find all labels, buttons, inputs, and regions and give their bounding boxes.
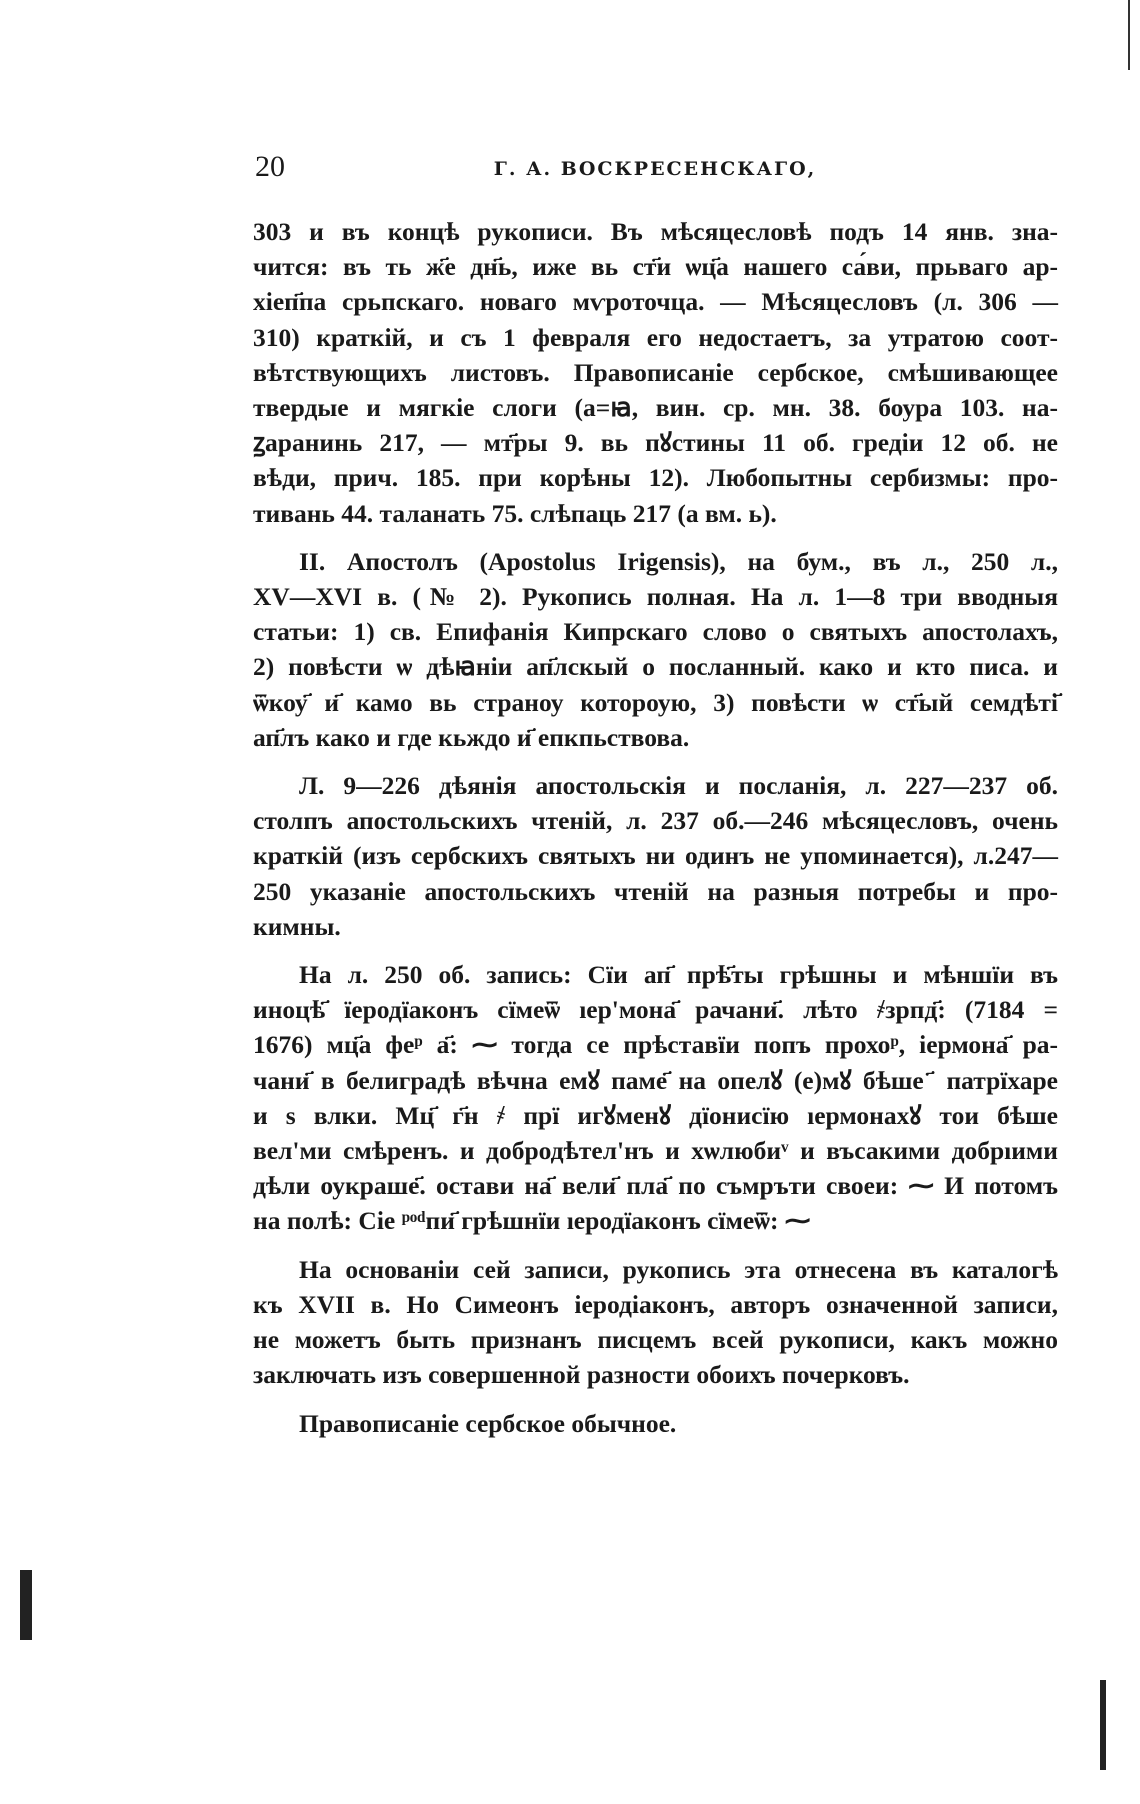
paragraph xyxy=(253,768,1058,944)
text-line: не можетъ быть признанъ писцемъ всей рукописи, какъ можно xyxy=(253,1325,1058,1355)
paragraph xyxy=(253,957,1058,1239)
text-line: статьи: 1) св. Епифанія Кипрскаго слово о святыхъ апостолахъ, xyxy=(253,617,1058,647)
text-line: заключать изъ совершенной разности обоихъ почерковъ. xyxy=(253,1360,910,1390)
text-line: Л. 9—226 дѣянія апостольскія и посланія, л. 227—237 об. xyxy=(299,771,1058,801)
text-line: II. Апостолъ (Apostolus Irigensis), на бум., въ л., 250 л., xyxy=(299,546,1058,576)
paragraph xyxy=(253,214,1058,531)
text-line: вел'ми смѣренъ. и добродѣтел'нъ и хѡлюбиᵛ и въсакими добрıими xyxy=(253,1136,1058,1166)
text-line: 1676) мц҃а феᵖ а҃: ⁓ тогда се прѣставїи попъ прохоᵖ, іермона҃ ра- xyxy=(253,1030,1058,1060)
text-line: вѣтствующихъ листовъ. Правописаніе сербское, смѣшивающее xyxy=(253,357,1058,387)
text-line: и ѕ влки. Мц҃ г҃н ҂ прї игꙋменꙋ дїонисїю ıермонахꙋ тои бѣше xyxy=(253,1100,1058,1130)
running-head: Г. А. ВОСКРЕСЕНСКАГО, xyxy=(493,158,817,180)
paragraph xyxy=(253,1252,1058,1393)
page-number: 20 xyxy=(255,150,285,183)
text-line: къ XVII в. Но Симеонъ іеродіаконъ, авторъ означенной записи, xyxy=(253,1289,1058,1319)
page-header xyxy=(255,150,1055,194)
text-line: На основаніи сей записи, рукопись эта отнесена въ каталогѣ xyxy=(299,1254,1058,1284)
text-line: ѿкоу҃ и҃ камо вь страноу котороую, 3) повѣсти ѡ ст҃ый семдѣті҃ xyxy=(253,687,1058,717)
text-line: кимны. xyxy=(253,911,341,941)
scan-smudge xyxy=(20,1570,32,1640)
text-line: краткій (изъ сербскихъ святыхъ ни одинъ не упоминается), л.247— xyxy=(253,841,1058,871)
text-line: твердые и мягкіе слоги (а=ꙗ, вин. ср. мн. 38. боура 103. на- xyxy=(253,393,1058,423)
text-line: Правописаніе сербское обычное. xyxy=(299,1408,677,1438)
paragraph xyxy=(253,1406,1058,1441)
text-line: хіеп҃па срьпскаго. новаго мѵроточца. — Мѣсяцесловъ (л. 306 — xyxy=(253,287,1058,317)
text-line: 250 указаніе апостольскихъ чтеній на разныя потребы и про- xyxy=(253,876,1058,906)
text-line: На л. 250 об. запись: Сїи ап҃ прѣ҃ты грѣшны и мѣншїи въ xyxy=(299,960,1058,990)
text-line: 2) повѣсти ѡ дѣꙗніи ап҃лскый о посланный. како и кто писа. и xyxy=(253,652,1058,682)
text-line: 310) краткій, и съ 1 февраля его недостаетъ, за утратою соот- xyxy=(253,322,1058,352)
text-line: XV—XVI в. (№ 2). Рукопись полная. На л. 1—8 три вводныя xyxy=(253,582,1058,612)
text-line: чани҃ в белиградѣ вѣчна емꙋ паме҃ на опелꙋ (е)мꙋ бѣше ҃ патрїхаре xyxy=(253,1065,1058,1095)
text-line: 303 и въ концѣ рукописи. Въ мѣсяцесловѣ подъ 14 янв. зна- xyxy=(253,217,1058,246)
text-line: иноцѣ҃ їеродїаконъ сїмеѿ ıер'мона҃ рачани҃. лѣто ҂зрпд҃: (7184 = xyxy=(253,995,1058,1025)
text-line: столпъ апостольскихъ чтеній, л. 237 об.—246 мѣсяцесловъ, очень xyxy=(253,806,1058,836)
text-line: ꙁаранинь 217, — мт҃ры 9. вь пꙋстины 11 об. гредіи 12 об. не xyxy=(253,428,1058,458)
text-line: ап҃лъ како и где кьждо и҃ епкпьствова. xyxy=(253,722,690,752)
text-line: вѣди, прич. 185. при корѣны 12). Любопытны сербизмы: про- xyxy=(253,463,1058,493)
text-line: чится: въ ть ж҃е дн҃ь, иже вь ст҃и ѡц҃а нашего са́ви, прьваго ар- xyxy=(253,252,1058,282)
paragraph xyxy=(253,544,1058,755)
text-line: на полѣ: Сіе ᵖᵒᵈпи҃ грѣшнїи ıеродїаконъ сїмеѿ: ⁓ xyxy=(253,1206,811,1236)
scan-smudge xyxy=(1100,1680,1106,1770)
page-edge-rule xyxy=(1128,0,1130,70)
text-line: дѣли оукраше҃. остави на҃ вели҃ пла҃ по съмръти своеи: ⁓ И потомъ xyxy=(253,1171,1058,1201)
text-line: тивань 44. таланать 75. слѣпаць 217 (а вм. ь). xyxy=(253,498,777,528)
text-body xyxy=(253,214,1058,1441)
